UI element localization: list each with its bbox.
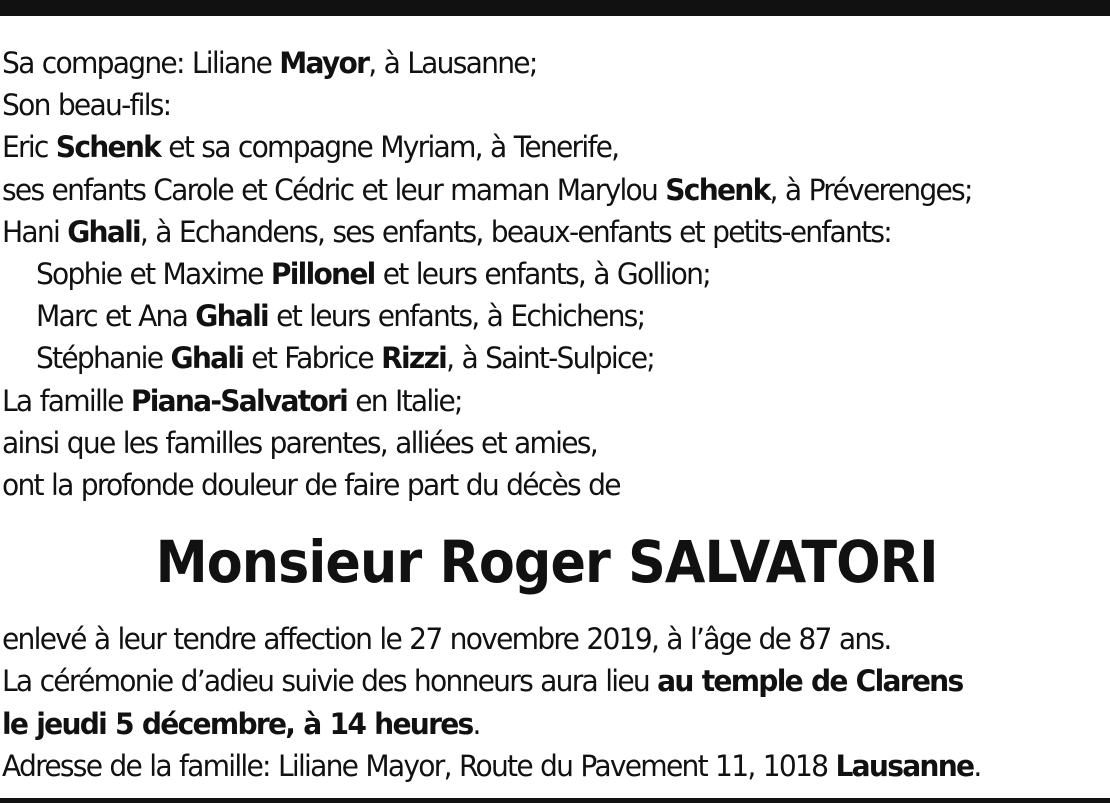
family-line-stepson-heading: Son beau-fils:	[2, 88, 171, 123]
family-line-relatives: ainsi que les familles parentes, alliées et amies,	[2, 425, 597, 460]
top-rule	[0, 0, 1110, 16]
family-line-piana-salvatori: La famille Piana-Salvatori en Italie;	[2, 383, 462, 418]
age-line: enlevé à leur tendre affection le 27 novembre 2019, à l’âge de 87 ans.	[2, 622, 891, 657]
bottom-rule	[0, 798, 1110, 803]
family-line-ghali: Hani Ghali, à Echandens, ses enfants, beaux-enfants et petits-enfants:	[2, 214, 892, 249]
deceased-title-row	[2, 506, 1075, 618]
family-line-stepson-children: ses enfants Carole et Cédric et leur maman Marylou Schenk, à Préverenges;	[2, 172, 972, 207]
address-line: Adresse de la famille: Liliane Mayor, Route du Pavement 11, 1018 Lausanne.	[2, 748, 981, 783]
deceased-name: Monsieur Roger SALVATORI	[155, 528, 938, 597]
family-line-announcement: ont la profonde douleur de faire part du décès de	[2, 468, 620, 503]
ceremony-date-line: le jeudi 5 décembre, à 14 heures.	[2, 706, 480, 741]
family-line-marc-ana: Marc et Ana Ghali et leurs enfants, à Echichens;	[35, 299, 645, 334]
family-line-pillonel: Sophie et Maxime Pillonel et leurs enfants, à Gollion;	[35, 257, 710, 292]
notice-body	[2, 42, 1075, 787]
family-line-stephanie: Stéphanie Ghali et Fabrice Rizzi, à Saint-Sulpice;	[35, 341, 655, 376]
ceremony-line: La cérémonie d’adieu suivie des honneurs aura lieu au temple de Clarens	[2, 664, 963, 699]
family-line-partner: Sa compagne: Liliane Mayor, à Lausanne;	[2, 46, 537, 80]
family-line-stepson: Eric Schenk et sa compagne Myriam, à Tenerife,	[2, 130, 619, 165]
